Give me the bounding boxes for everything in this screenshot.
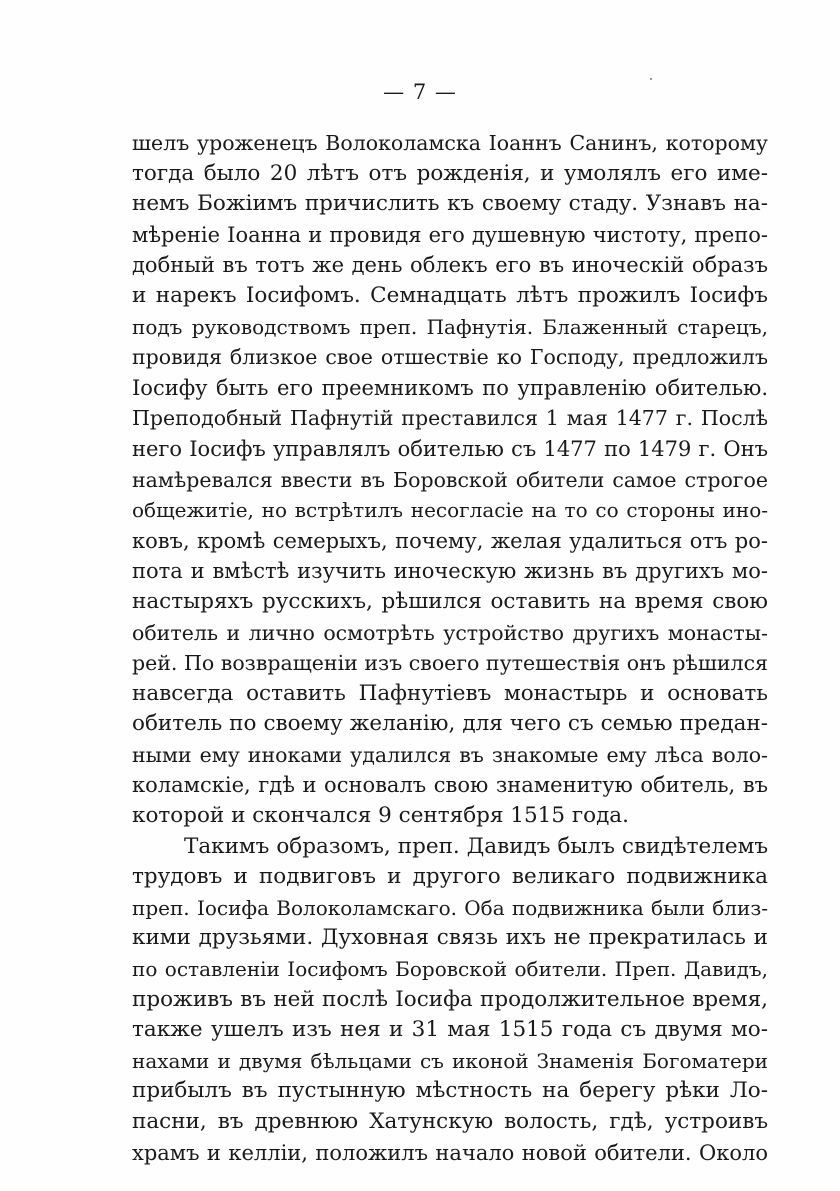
text-line: тогда было 20 лѣтъ отъ рожденія, и умолялъ его име-	[132, 160, 768, 186]
body-text	[132, 128, 768, 1168]
text-line: обитель и лично осмотрѣть устройство другихъ монасты-	[132, 620, 768, 645]
text-line: проживъ въ ней послѣ Іосифа продолжительное время,	[132, 986, 768, 1012]
text-line: него Іосифъ управлялъ обителью съ 1477 по 1479 г. Онъ	[132, 436, 768, 461]
text-line: также ушелъ изъ нея и 31 мая 1515 года съ двумя мо-	[132, 1017, 768, 1043]
text-line: намѣревался ввести въ Боровской обители самое строгое	[132, 467, 768, 492]
text-line: трудовъ и подвиговъ и другого великаго подвижника	[132, 864, 768, 890]
text-line: пота и вмѣстѣ изучить иноческую жизнь въ другихъ мо-	[132, 559, 768, 584]
text-line: кими друзьями. Духовная связь ихъ не прекратилась и	[132, 925, 768, 951]
text-line: подъ руководствомъ преп. Пафнутія. Блаженный старецъ,	[132, 314, 768, 339]
text-line: нахами и двумя бѣльцами съ иконой Знаменія Богоматери	[132, 1048, 768, 1073]
text-line: Преподобный Пафнутій преставился 1 мая 1477 г. Послѣ	[132, 406, 768, 431]
text-line: настыряхъ русскихъ, рѣшился оставить на время свою	[132, 588, 768, 614]
text-line: добный въ тотъ же день облекъ его въ иноческій образъ	[132, 253, 768, 278]
text-line: обитель по своему желанію, для чего съ семью предан-	[132, 711, 768, 737]
text-line: преп. Іосифа Волоколамскаго. Оба подвижника были близ-	[132, 895, 768, 920]
text-line: ными ему иноками удалился въ знакомые ему лѣса воло-	[132, 742, 768, 767]
text-line: и нарекъ Іосифомъ. Семнадцать лѣтъ прожилъ Іосифъ	[132, 282, 768, 308]
text-line: рей. По возвращеніи изъ своего путешествія онъ рѣшился	[132, 651, 768, 676]
text-line: Іосифу быть его преемникомъ по управленію обителью.	[132, 375, 768, 400]
text-line: храмъ и келліи, положилъ начало новой обители. Около	[132, 1140, 768, 1165]
text-line: провидя близкое свое отшествіе ко Господу, предложилъ	[132, 345, 768, 370]
text-line: общежитіе, но встрѣтилъ несогласіе на то со стороны ино-	[132, 498, 768, 523]
text-line: Такимъ образомъ, преп. Давидъ былъ свидѣтелемъ	[184, 833, 768, 859]
text-line: прибылъ въ пустынную мѣстность на берегу рѣки Ло-	[132, 1078, 768, 1104]
paragraph-2	[132, 832, 768, 1169]
page-number: — 7 —	[383, 80, 457, 104]
text-line: коламскіе, гдѣ и основалъ свою знаменитую обитель, въ	[132, 773, 768, 798]
text-line: навсегда оставить Пафнутіевъ монастырь и основать	[132, 680, 768, 706]
text-line: которой и скончался 9 сентября 1515 года.	[132, 803, 629, 829]
text-line: шелъ уроженецъ Волоколамска Іоаннъ Санинъ, которому	[132, 131, 768, 155]
paragraph-1	[132, 128, 768, 832]
text-line: мѣреніе Іоанна и провидя его душевную чистоту, препо-	[132, 222, 768, 247]
text-line: немъ Божіимъ причислить къ своему стаду. Узнавъ на-	[132, 191, 768, 217]
text-line: ковъ, кромѣ семерыхъ, почему, желая удалиться отъ ро-	[132, 528, 768, 553]
text-line: пасни, въ древнюю Хатунскую волость, гдѣ, устроивъ	[132, 1109, 768, 1134]
text-line: по оставленіи Іосифомъ Боровской обители. Преп. Давидъ,	[132, 957, 768, 982]
